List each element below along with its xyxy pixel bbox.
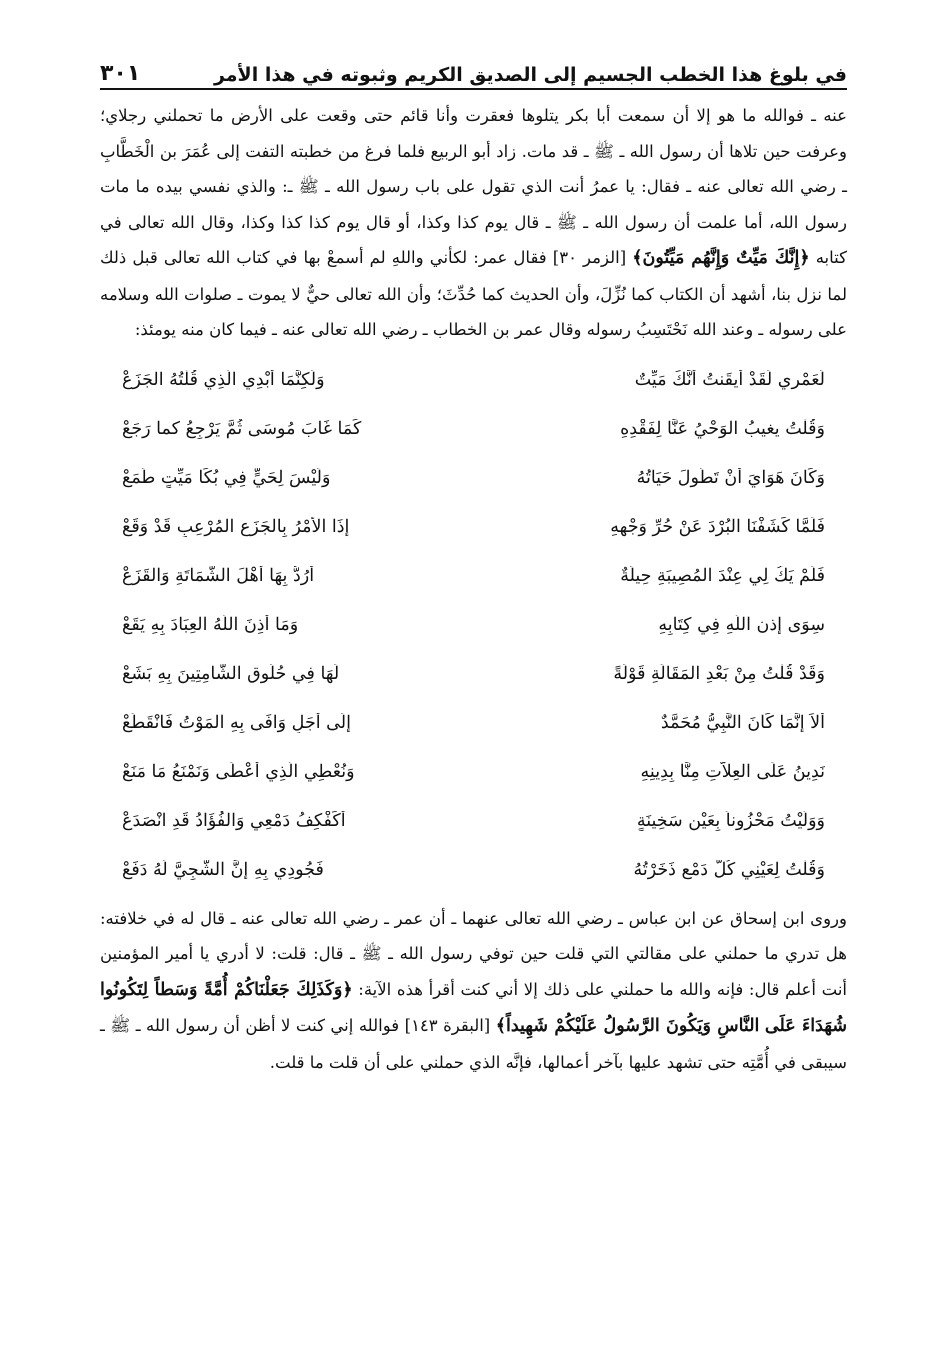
poem-verse [122,552,825,601]
text-line: تعالى حيٌّ لا يموت ـ صلوات الله وسلامه على رسوله ـ وعند الله نَحْتَسِبُ رسوله وقال عمر بن [100,284,847,339]
text-line: من خطبته التفت إلى عُمَرَ بن الْخَطَّابِ ـ رضي الله تعالى عنه ـ فقال: يا عمرُ أنت الذي تقول [100,141,847,196]
hemistich-first: لَعَمْرِي لَقَدْ أيقَنتُ أنَّكَ مَيِّتٌ [634,370,825,390]
text-line: [الزمر ٣٠] فقال عمر: لكأني واللهِ لم أسمعْ بها في كتاب الله [206,248,633,267]
poem-verse [122,650,825,699]
hemistich-first: وَوَلَّيْتُ مَحْزُوناً بِعَيْنٍ سَخِينَةٍ [636,811,825,831]
poem-verse [122,405,825,454]
poem-verse [122,356,825,405]
hemistich-first: وَقَدْ قُلْتُ مِنْ بَعْدِ المَقَالَةِ قَوْلَةً [613,664,825,684]
text-line: على ذلك إلا أني كنت أقرأ هذه الآية: [352,979,605,999]
poem-verse [122,748,825,797]
hemistich-second: أَرُدُّ بِهَا أَهْلَ الشَّمَاتَةِ وَالقَزَعْ [122,566,315,586]
hemistich-first: أَلاَ إِنَّمَا كَانَ النَّبِيُّ مُحَمَّدٌ [660,713,825,733]
text-line: قلت ما قلت. [269,1052,359,1072]
hemistich-second: إِذَا الأَمْرُ بِالجَزَعِ المُرْعِبِ قَدْ وَقَعْ [122,517,350,537]
hemistich-second: إِلَى أَجَلٍ وَافَى بِهِ المَوْتُ فَانْقَطَعْ [122,713,351,733]
poem-verse [122,846,825,895]
poem-verse [122,699,825,748]
text-line: عنه ـ فوالله ما هو إلا أن سمعت أبا بكر يتلوها فعقرت وأنا قائم حتى وقعت على الأرض ما [209,106,847,125]
quran-verse: ﴿وَكَذَلِكَ جَعَلْنَاكُمْ أُمَّةً وَسَطاً لِتَكُونُوا شُهَدَاءَ عَلَى [100,979,848,1036]
running-header [100,40,847,90]
text-line: رسول الله ـ ﷺ ـ سيبقى في أُمَّتِه حتى تشهد عليها بآخر أعمالها، فإنَّه الذي حملني على أن [100,1016,847,1072]
hemistich-second: كَمَا غَابَ مُوسَى ثُمَّ يَرْجِعُ كما رَجَعْ [122,419,362,439]
hemistich-first: فَلَمَّا كَشَفْنَا البُرْدَ عَنْ حُرِّ وَجْهِهِ [610,517,825,537]
text-line: تعالى قبل ذلك لما نزل بنا، أشهد أن الكتاب كما نُزِّلَ، وأن الحديث كما حُدِّثَ؛ وأن الله [100,248,848,304]
hemistich-first: فَلَمْ يَكُ لِي عِنْدَ المُصِيبَةِ حِيلَةٌ [620,566,825,586]
text-line: وروى ابن إسحاق عن ابن عباس ـ رضي الله تعالى عنهما ـ أن عمر ـ رضي الله تعالى [270,908,847,928]
hemistich-second: وَنُعْطِي الَّذِي أَعْطَى وَنَمْنَعُ مَا مَنَعْ [122,762,355,782]
hemistich-first: وَكَانَ هَوَايَ أَنْ تَطُولَ حَيَاتُهُ [636,468,825,488]
hemistich-first: نَدِينُ عَلَى العِلاَّتِ مِنَّا بِدِينِهِ [640,762,825,782]
poem-verse [122,797,825,846]
paragraph-bottom [100,901,847,1081]
hemistich-first: سِوَى إذن اللَّهِ فِي كِتَابِهِ [658,615,825,635]
chapter-title: في بلوغ هذا الخطب الجسيم إلى الصديق الكريم وثبوته في هذا الأمر [213,64,847,86]
text-line: على باب رسول الله ـ ﷺ ـ: والذي نفسي بيده ما مات رسول الله، أما علمت أن [100,177,847,232]
hemistich-second: وَلَيْسَ لِحَيٍّ فِي بُكَا مَيِّتٍ طَمَعْ [122,468,331,488]
hemistich-first: وَقُلْتُ يغيبُ الوَحْيُ عَنَّا لِفَقْدِهِ [620,419,825,439]
hemistich-second: وَمَا أَذِنَ اللَّهُ العِبَادَ بِهِ يَقَعْ [122,615,299,635]
quran-verse: ﴿إِنَّكَ مَيِّتٌ وَإِنَّهُم مَيِّتُونَ﴾ [632,248,810,268]
hemistich-first: وَقُلْتُ لِعَيْنِي كُلَّ دَمْعٍ ذَخَرْتُهُ [633,860,825,880]
hemistich-second: لَهَا فِي حُلُوقِ الشَّامِتِينَ بِهِ بَشَعْ [122,664,340,684]
quran-verse: النَّاسِ وَيَكُونَ الرَّسُولُ عَلَيْكُمْ شَهِيداً﴾ [495,1016,760,1036]
text-line: عنه ـ قال له في خلافته: هل تدري ما حملني على مقالتي التي قلت حين توفي [100,908,847,963]
hemistich-second: أُكَفْكِفُ دَمْعِي وَالفُؤَادُ قَدِ انْصَدَعْ [122,811,346,831]
text-line: الخطاب ـ رضي الله تعالى عنه ـ فيما كان منه يومئذ: [134,320,488,339]
text-line: رسول الله ـ ﷺ ـ قال: قلت: لا أدري يا أمير المؤمنين أنت أعلم قال: فإنه والله ما حملني [100,944,848,999]
poem-verse [122,503,825,552]
hemistich-second: فَجُودِي بِهِ إِنَّ الشَّجِيَّ لَهُ دَفَعْ [122,860,324,880]
text-line: تحملني رجلاي؛ وعرفت حين تلاها أن رسول الله ـ ﷺ ـ قد مات. زاد أبو الربيع فلما فرغ [100,106,847,161]
book-page [100,40,847,1351]
poem-verse [122,454,825,503]
page-number: ٣٠١ [100,61,141,86]
paragraph-top [100,98,847,348]
hemistich-second: وَلَكِنَّمَا أُبْدِي الَّذِي قُلْتُهُ الجَزَعْ [122,370,325,390]
poem-verse [122,601,825,650]
poem [100,356,847,895]
text-line: رسول الله ـ ﷺ ـ قال يوم كذا وكذا، أو قال يوم كذا كذا وكذا، وقال الله تعالى في كتابه [100,212,847,267]
text-line: [البقرة ١٤٣] فوالله إني كنت لا أظن أن [223,1016,496,1035]
